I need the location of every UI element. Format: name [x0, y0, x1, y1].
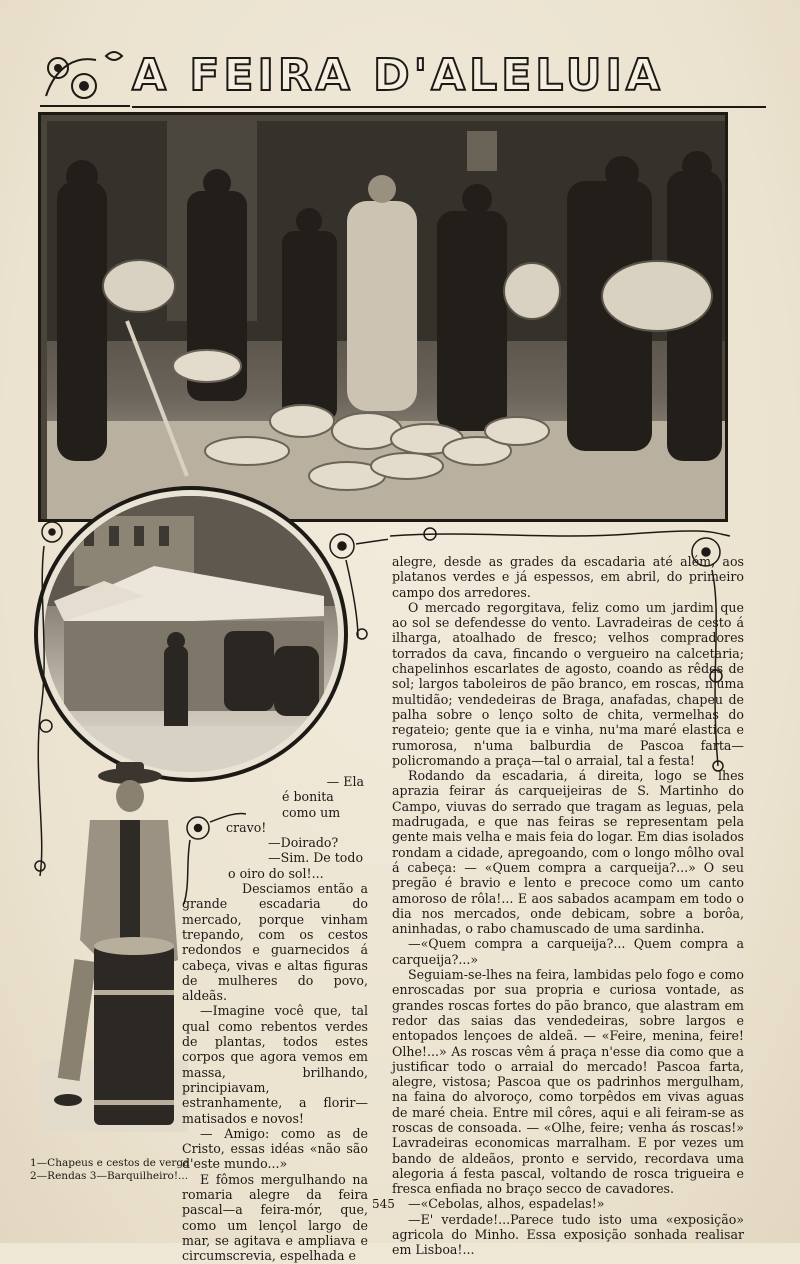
title-underline [132, 106, 766, 108]
paragraph: — Amigo: como as de Cristo, essas idéas «não são d'este mundo...» [182, 1125, 368, 1172]
paragraph: —Imagine você que, tal qual como rebentos verdes de plantas, todos estes corpos que agora vemos em massa, brilhando, principiavam, estranhamente, a florir—matisados e novos! [182, 1003, 368, 1126]
paragraph: Desciamos então a grande escadaria do mercado, porque vinham trepando, com os cestos redondos e guarnecidos á cabeça, vivas e altas figuras de mulheres do povo, aldeãs. [182, 881, 368, 1004]
paragraph: —«Cebolas, alhos, espadelas!» [408, 1196, 605, 1212]
paragraph: O mercado regorgitava, feliz como um jardim que ao sol se defendesse do vento. Lavradeiras de cesto á ilharga, atoalhado de fresco; velhos compradores torrados da cava, fincando o vergueiro na calcetaria; chapelinhos escarlates de agosto, coando as rêdes de sol; largos taboleiros de pão branco, em roscas, n'uma multidão; vendedeiras de Braga, anafadas, chapeu de palha sobre o lenço solto de chita, vermelhas do regateio; gente que ia e vinha, nu'ma maré elastica e rumorosa, n'uma balburdia de Pascoa farta—policromando a praça—tal o arraial, tal a festa! [392, 599, 744, 768]
paragraph: Rodando da escadaria, á direita, logo se lhes aprazia feirar ás carqueijeiras de S. Martinho do Campo, viuvas do serrado que tragam as leguas, pela madrugada, e que nas feiras se representam pela gente mais velha e mais feia do logar. Em dias isolados rondam a cidade, apregoando, com o longo môlho oval á cabeça: — «Quem compra a carqueija?...» O seu pregão é bravio e lento e precoce como um canto amoroso de rôla!... E aos sabados acampam em todo o dia nos mercados, onde debicam, sobre a borôa, aninhadas, o rabo chamuscado de uma sardinha. [392, 768, 744, 937]
paragraph: E fômos mergulhando na romaria alegre da feira pascal—a feira-mór, que, como um lençol largo de mar, se agitava e ampliava e circumscrevia, espelhada e [182, 1171, 368, 1264]
vine-ornament-left-icon [30, 516, 76, 886]
paragraph: —Sim. De todo [268, 850, 364, 866]
market-scene-illustration [47, 121, 725, 519]
tents-scene-illustration [44, 496, 338, 772]
photo-caption [30, 1157, 200, 1182]
article-column-right [392, 554, 744, 1258]
title-banner [36, 44, 766, 112]
paragraph: cravo! [226, 819, 267, 835]
photo-market-hats-baskets [38, 112, 728, 522]
caption-line: 2—Rendas 3—Barquilheiro!... [30, 1169, 189, 1182]
floral-ornament-icon [36, 46, 134, 110]
paragraph: —«Quem compra a carqueija?... Quem compra a carqueija?...» [392, 936, 744, 967]
photo-lace-tents [34, 486, 348, 782]
paragraph: —Doirado? [268, 835, 339, 851]
paragraph: alegre, desde as grades da escadaria até além, aos platanos verdes e já espessos, em abril, do primeiro campo dos arredores. [392, 554, 744, 600]
paragraph: é bonita [282, 789, 334, 805]
paragraph: —E' verdade!...Parece tudo isto uma «exposição» agricola do Minho. Essa exposição sonhada realisar em Lisboa!... [392, 1211, 744, 1258]
article-column-middle [182, 774, 368, 1264]
page-title: A FEIRA D'ALELUIA [132, 50, 664, 101]
vine-ornament-mid-icon [322, 526, 388, 646]
page-number: 545 [372, 1197, 395, 1211]
paragraph: como um [282, 804, 341, 820]
paragraph: o oiro do sol!... [228, 865, 324, 881]
caption-line: 1—Chapeus e cestos de verga [30, 1157, 190, 1169]
paragraph: Seguiam-se-lhes na feira, lambidas pelo fogo e como enroscadas por sua propria e curiosa vontade, as grandes roscas fortes do pão branco, que alastram em redor das saias das vendedeiras, sobre largos e entopados lençoes de aldeã. — «Feire, menina, feire! Olhe!...» As roscas vêm á praça n'esse dia como que a justificar todo o arraial do mercado! Pascoa farta, alegre, vistosa; Pascoa que os padrinhos mergulham, na faina do alvoroço, como torpêdos em vivas aguas de maré cheia. Entre mil côres, aqui e ali feiram-se as roscas de consoada. — «Olhe, feire; venha ás roscas!» Lavradeiras economicas marralham. E por vezes um bando de aldeãos, pronto e servido, recordava uma alegoria á festa pascal, voltando de rosca trigueira e fresca enfiada no braço secco de cavadores. [392, 967, 744, 1197]
paragraph: — Ela [326, 774, 364, 789]
